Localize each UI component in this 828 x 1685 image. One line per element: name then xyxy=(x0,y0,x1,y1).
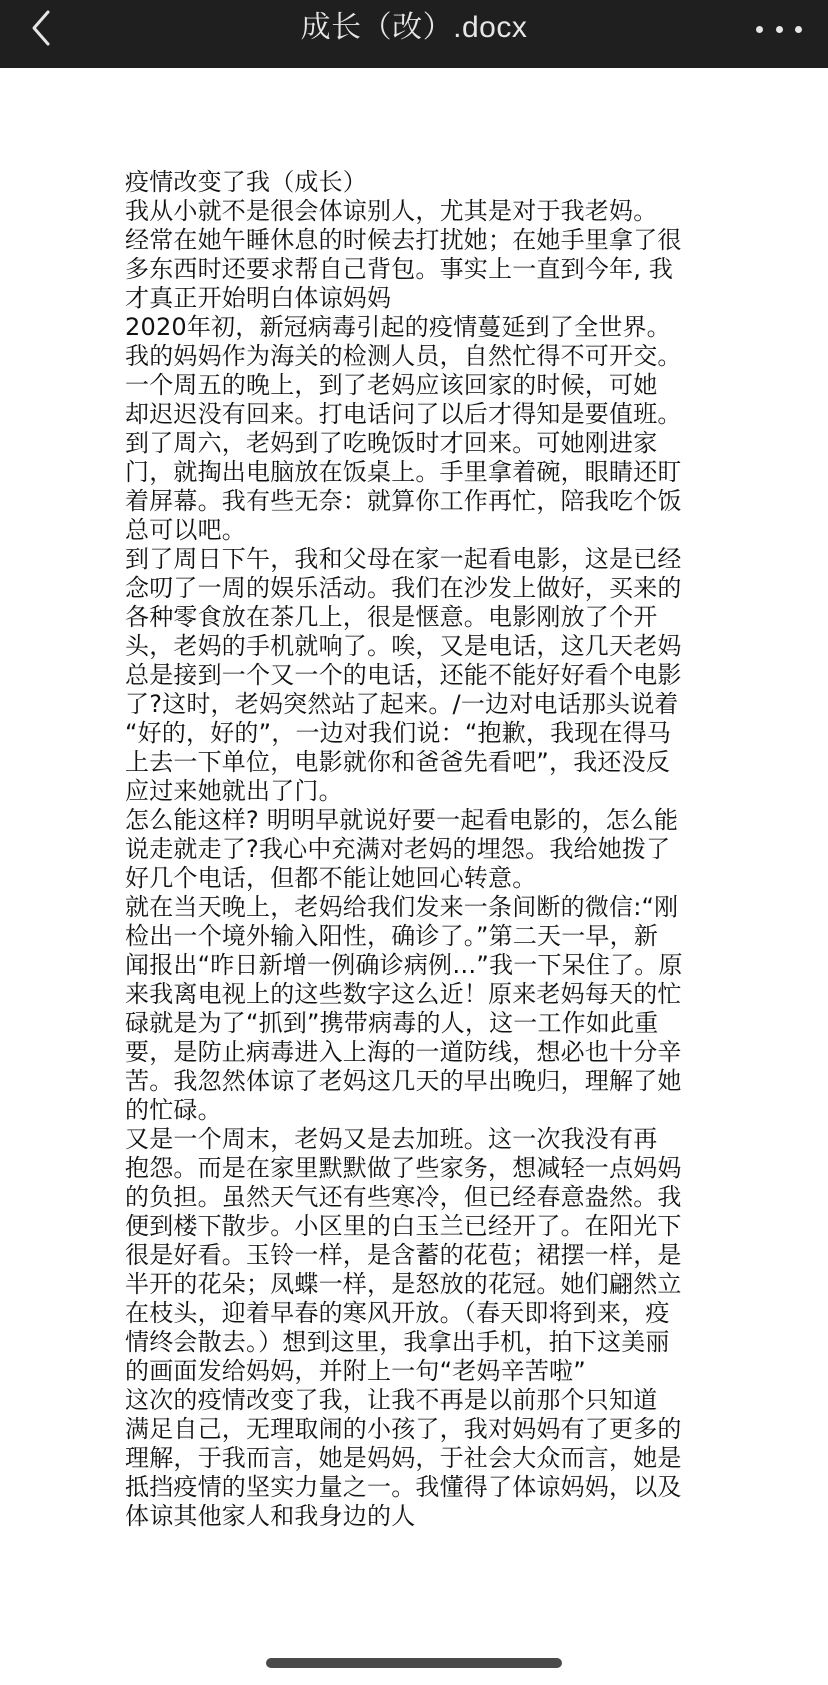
text-line: 总是接到一个又一个的电话，还能不能好好看个电影 xyxy=(125,661,682,689)
top-navigation-bar xyxy=(0,0,828,68)
text-line: 的忙碌。 xyxy=(125,1096,222,1124)
text-line: 2020年初，新冠病毒引起的疫情蔓延到了全世界。 xyxy=(125,313,671,341)
text-line: 才真正开始明白体谅妈妈 xyxy=(125,284,392,312)
text-line: 到了周六，老妈到了吃晚饭时才回来。可她刚进家 xyxy=(125,429,658,457)
text-line: 便到楼下散步。小区里的白玉兰已经开了。在阳光下 xyxy=(125,1212,682,1240)
text-line: 的画面发给妈妈，并附上一句“老妈辛苦啦” xyxy=(125,1357,586,1385)
text-line: 多东西时还要求帮自己背包。事实上一直到今年, 我 xyxy=(125,255,674,283)
text-line: 各种零食放在茶几上，很是惬意。电影刚放了个开 xyxy=(125,603,658,631)
document-title: 成长（改）.docx xyxy=(300,11,528,44)
text-line: 着屏幕。我有些无奈：就算你工作再忙，陪我吃个饭 xyxy=(125,487,682,515)
document-body xyxy=(125,168,725,1531)
text-line: 检出一个境外输入阳性，确诊了。”第二天一早，新 xyxy=(125,922,659,950)
text-line: 来我离电视上的这些数字这么近！原来老妈每天的忙 xyxy=(125,980,682,1008)
document-heading: 疫情改变了我（成长） xyxy=(125,168,367,196)
text-line: 了?这时，老妈突然站了起来。/一边对电话那头说着 xyxy=(125,690,679,718)
text-line: 我从小就不是很会体谅别人，尤其是对于我老妈。 xyxy=(125,197,658,225)
more-horizontal-icon xyxy=(756,26,763,33)
text-line: 门，就掏出电脑放在饭桌上。手里拿着碗，眼睛还盯 xyxy=(125,458,682,486)
text-line: 碌就是为了“抓到”携带病毒的人，这一工作如此重 xyxy=(125,1009,659,1037)
text-line: 满足自己，无理取闹的小孩了，我对妈妈有了更多的 xyxy=(125,1415,682,1443)
text-line: 上去一下单位，电影就你和爸爸先看吧”，我还没反 xyxy=(125,748,671,776)
text-line: 抱怨。而是在家里默默做了些家务，想减轻一点妈妈 xyxy=(125,1154,682,1182)
text-line: 在枝头，迎着早春的寒风开放。（春天即将到来，疫 xyxy=(125,1299,670,1327)
text-line: 我的妈妈作为海关的检测人员，自然忙得不可开交。 xyxy=(125,342,682,370)
document-viewer[interactable] xyxy=(0,68,828,1685)
text-line: 一个周五的晚上，到了老妈应该回家的时候，可她 xyxy=(125,371,658,399)
text-line: 体谅其他家人和我身边的人 xyxy=(125,1502,416,1530)
text-line: 却迟迟没有回来。打电话问了以后才得知是要值班。 xyxy=(125,400,682,428)
more-horizontal-icon xyxy=(795,26,802,33)
text-line: 经常在她午睡休息的时候去打扰她；在她手里拿了很 xyxy=(125,226,682,254)
more-horizontal-icon xyxy=(776,26,783,33)
text-line: 应过来她就出了门。 xyxy=(125,777,343,805)
text-line: 苦。我忽然体谅了老妈这几天的早出晚归，理解了她 xyxy=(125,1067,682,1095)
text-line: 好几个电话，但都不能让她回心转意。 xyxy=(125,864,537,892)
text-line: 抵挡疫情的坚实力量之一。我懂得了体谅妈妈，以及 xyxy=(125,1473,682,1501)
text-line: 又是一个周末，老妈又是去加班。这一次我没有再 xyxy=(125,1125,658,1153)
text-line: “好的，好的”，一边对我们说：“抱歉，我现在得马 xyxy=(125,719,672,747)
more-options-button[interactable] xyxy=(756,14,802,44)
text-line: 念叨了一周的娱乐活动。我们在沙发上做好，买来的 xyxy=(125,574,682,602)
text-line: 要，是防止病毒进入上海的一道防线，想必也十分辛 xyxy=(125,1038,682,1066)
text-line: 怎么能这样? 明明早就说好要一起看电影的，怎么能 xyxy=(125,806,679,834)
home-indicator-bar[interactable] xyxy=(266,1658,562,1668)
text-line: 就在当天晚上，老妈给我们发来一条间断的微信:“刚 xyxy=(125,893,679,921)
text-line: 头，老妈的手机就响了。唉，又是电话，这几天老妈 xyxy=(125,632,682,660)
text-line: 情终会散去。）想到这里，我拿出手机，拍下这美丽 xyxy=(125,1328,670,1356)
text-line: 半开的花朵；凤蝶一样，是怒放的花冠。她们翩然立 xyxy=(125,1270,682,1298)
text-line: 到了周日下午，我和父母在家一起看电影，这是已经 xyxy=(125,545,682,573)
text-line: 很是好看。玉铃一样，是含蓄的花苞；裙摆一样，是 xyxy=(125,1241,682,1269)
text-line: 的负担。虽然天气还有些寒冷，但已经春意盎然。我 xyxy=(125,1183,682,1211)
text-line: 这次的疫情改变了我，让我不再是以前那个只知道 xyxy=(125,1386,658,1414)
text-line: 说走就走了?我心中充满对老妈的埋怨。我给她拨了 xyxy=(125,835,671,863)
text-line: 闻报出“昨日新增一例确诊病例…”我一下呆住了。原 xyxy=(125,951,683,979)
text-line: 总可以吧。 xyxy=(125,516,246,544)
text-line: 理解，于我而言，她是妈妈，于社会大众而言，她是 xyxy=(125,1444,682,1472)
